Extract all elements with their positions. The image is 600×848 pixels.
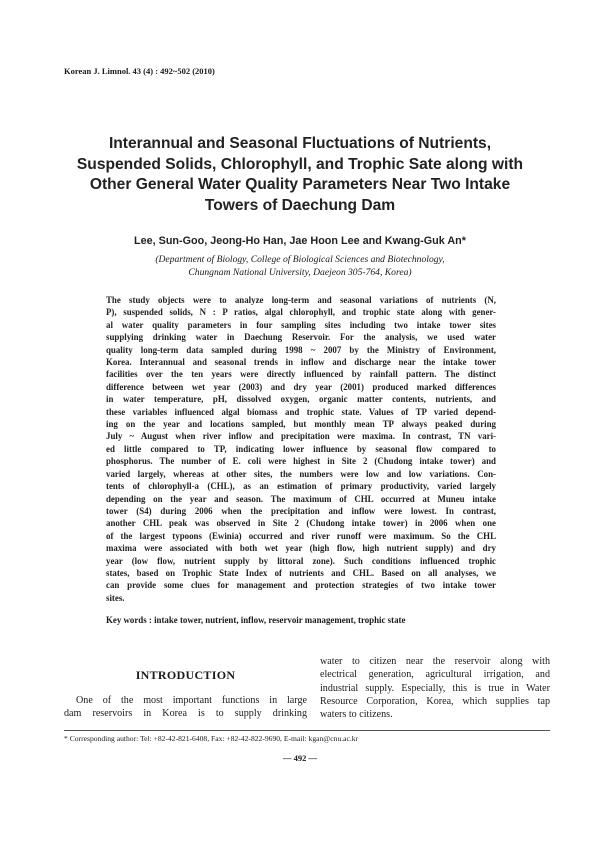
abstract-line: varied largely, whereas at other sites, the numbers were low and low variations. Con- — [106, 468, 496, 479]
abstract-line: The study objects were to analyze long-term and seasonal variations of nutrients (N, — [106, 295, 496, 305]
abstract-line: ing on the year and locations sampled, but monthly mean TP always peaked during — [106, 419, 496, 430]
body-line: dam reservoirs in Korea is to supply drinking — [64, 708, 307, 720]
footnote-divider — [64, 730, 550, 731]
abstract-line: of the largest typoons (Ewinia) occurred and river runoff were maximum. So the CHL — [106, 530, 496, 541]
abstract-line: P), suspended solids, N : P ratios, algal chlorophyll, and trophic state along with gener- — [106, 307, 496, 318]
body-line: One of the most important functions in large — [76, 695, 307, 706]
corresponding-author-footnote: * Corresponding author: Tel: +82-42-821-6408, Fax: +82-42-822-9690, E-mail: kgan@cnu.ac.kr — [64, 734, 359, 743]
body-line: water to citizen near the reservoir along with — [320, 656, 550, 667]
body-line: electrical generation, agricultural irrigation, and — [320, 669, 550, 681]
intro-right-column — [320, 655, 550, 721]
affiliation — [60, 254, 540, 279]
abstract-line: maxima were associated with both wet year (high flow, high nutrient supply) and dry — [106, 543, 496, 554]
affiliation-line: (Department of Biology, College of Biological Sciences and Biotechnology, — [155, 254, 445, 265]
paper-title — [60, 134, 540, 216]
abstract-line: Korea. Interannual and seasonal trends in inflow and discharge near the intake tower — [106, 357, 496, 368]
intro-left-column — [64, 694, 307, 721]
author-list: Lee, Sun-Goo, Jeong-Ho Han, Jae Hoon Lee and Kwang-Guk An* — [134, 235, 466, 247]
journal-reference: Korean J. Limnol. 43 (4) : 492~502 (2010) — [64, 66, 215, 76]
abstract-line: can provide some clues for management and protection strategies of two intake tower — [106, 580, 496, 591]
title-line: Interannual and Seasonal Fluctuations of Nutrients, — [108, 135, 492, 152]
abstract-line: depending on the year and season. The maximum of CHL occurred at Muneu intake — [106, 493, 496, 504]
abstract-line: tower (S4) during 2006 when the precipitation and inflow were lowest. In contrast, — [106, 505, 496, 516]
abstract — [106, 294, 496, 604]
abstract-line: July ~ August when river inflow and precipitation were maxima. In contrast, TN vari- — [106, 431, 496, 442]
abstract-line: supplying drinking water in Daechung Reservoir. For the analysis, we used water — [106, 332, 496, 343]
abstract-line: ed little compared to TP, indicating lower influence by seasonal flow compared to — [106, 443, 496, 454]
abstract-line: tents of chlorophyll-a (CHL), as an estimation of primary productivity, varied largely — [106, 481, 496, 492]
section-heading-introduction: INTRODUCTION — [135, 668, 236, 682]
affiliation-line: Chungnam National University, Daejeon 305-764, Korea) — [188, 266, 412, 278]
body-line: waters to citizens. — [320, 709, 393, 721]
abstract-line: in water temperature, pH, dissolved oxygen, organic matter contents, nutrients, and — [106, 394, 496, 405]
abstract-line: phosphorus. The number of E. coli were highest in Site 2 (Chudong intake tower) and — [106, 456, 496, 467]
title-line: Suspended Solids, Chlorophyll, and Trophic Sate along with — [76, 155, 524, 173]
abstract-line: another CHL peak was observed in Site 2 (Chudong intake tower) in 2006 when one — [106, 518, 496, 529]
page-number: — 492 — — [283, 753, 317, 763]
abstract-line: al water quality parameters in four sampling sites including two intake tower sites — [106, 319, 496, 330]
body-line: industrial supply. Especially, this is true in Water — [320, 682, 550, 694]
title-line: Other General Water Quality Parameters Near Two Intake — [89, 176, 511, 193]
abstract-line: states, based on Trophic State Index of nutrients and CHL. Based on all analyses, we — [106, 567, 496, 578]
abstract-line: difference between wet year (2003) and dry year (2001) produced marked differences — [106, 381, 496, 392]
abstract-line: facilities over the ten years were directly influenced by rainfall pattern. The distinct — [106, 369, 496, 380]
abstract-line: year (low flow, nutrient supply by littoral zone). Such conditions influenced trophic — [106, 555, 496, 566]
title-line: Towers of Daechung Dam — [204, 196, 396, 214]
body-line: Resource Corporation, Korea, which supplies tap — [320, 695, 550, 707]
abstract-line: sites. — [106, 592, 125, 603]
abstract-line: these variables influenced algal biomass and trophic state. Values of TP varied depend- — [106, 406, 496, 417]
keywords: Key words : intake tower, nutrient, inflow, reservoir management, trophic state — [106, 615, 406, 625]
abstract-line: quality long-term data sampled during 1998 ~ 2007 by the Ministry of Environment, — [106, 344, 496, 355]
